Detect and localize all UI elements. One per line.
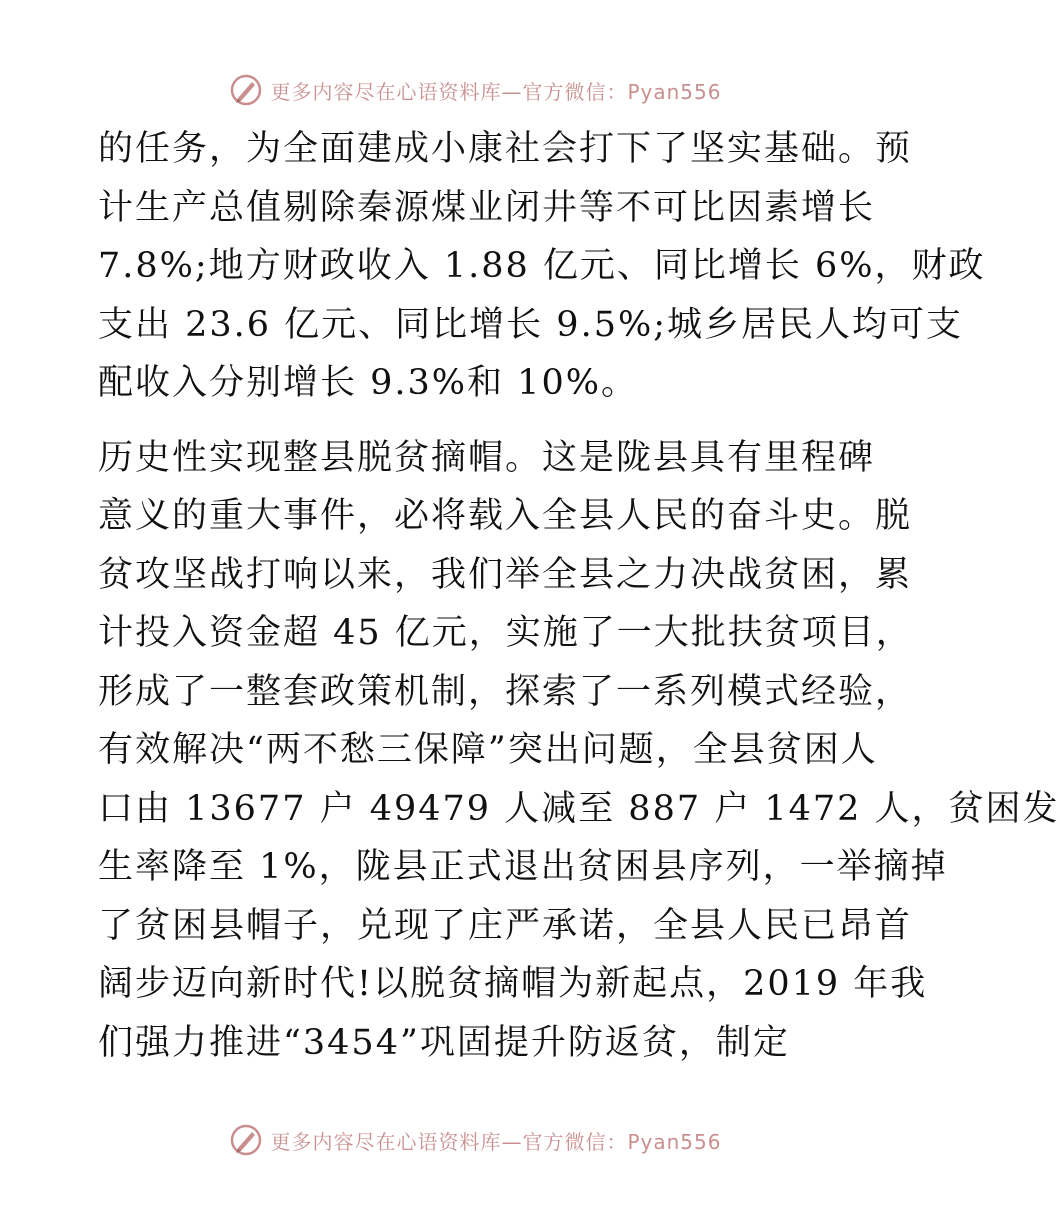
text-line: 贫攻坚战打响以来，我们举全县之力决战贫困，累	[98, 554, 913, 595]
pen-seal-icon	[228, 72, 264, 108]
footer-banner	[0, 1120, 950, 1160]
text-line: 了贫困县帽子，兑现了庄严承诺，全县人民已昂首	[98, 905, 913, 946]
paragraph-2	[98, 429, 1060, 1073]
text-line: 配收入分别增长 9.3%和 10%。	[98, 363, 638, 403]
document-body	[98, 120, 1060, 1072]
text-line: 历史性实现整县脱贫摘帽。这是陇县具有里程碑	[98, 437, 876, 478]
text-line: 支出 23.6 亿元、同比增长 9.5%;城乡居民人均可支	[98, 304, 964, 345]
header-banner	[0, 70, 950, 110]
text-line: 7.8%;地方财政收入 1.88 亿元、同比增长 6%，财政	[98, 246, 986, 286]
paragraph-1	[98, 120, 986, 413]
text-line: 形成了一整套政策机制，探索了一系列模式经验，	[98, 671, 913, 712]
text-line: 阔步迈向新时代!以脱贫摘帽为新起点，2019 年我	[98, 964, 928, 1004]
text-line: 口由 13677 户 49479 人减至 887 户 1472 人，贫困发	[98, 788, 1060, 829]
text-line: 计生产总值剔除秦源煤业闭井等不可比因素增长	[98, 187, 876, 228]
text-line: 意义的重大事件，必将载入全县人民的奋斗史。脱	[98, 496, 913, 536]
text-line: 生率降至 1%，陇县正式退出贫困县序列，一举摘掉	[98, 847, 948, 887]
header-banner-text: 更多内容尽在心语资料库—官方微信：Pyan556	[270, 79, 722, 104]
text-line: 的任务，为全面建成小康社会打下了坚实基础。预	[98, 129, 913, 169]
text-line: 有效解决“两不愁三保障”突出问题，全县贫困人	[98, 730, 878, 770]
text-line: 们强力推进“3454”巩固提升防返贫，制定	[98, 1022, 790, 1063]
pen-seal-icon	[228, 1122, 264, 1158]
footer-banner-text: 更多内容尽在心语资料库—官方微信：Pyan556	[270, 1129, 722, 1154]
paragraph-spacer	[98, 413, 858, 429]
text-line: 计投入资金超 45 亿元，实施了一大批扶贫项目，	[98, 613, 913, 653]
